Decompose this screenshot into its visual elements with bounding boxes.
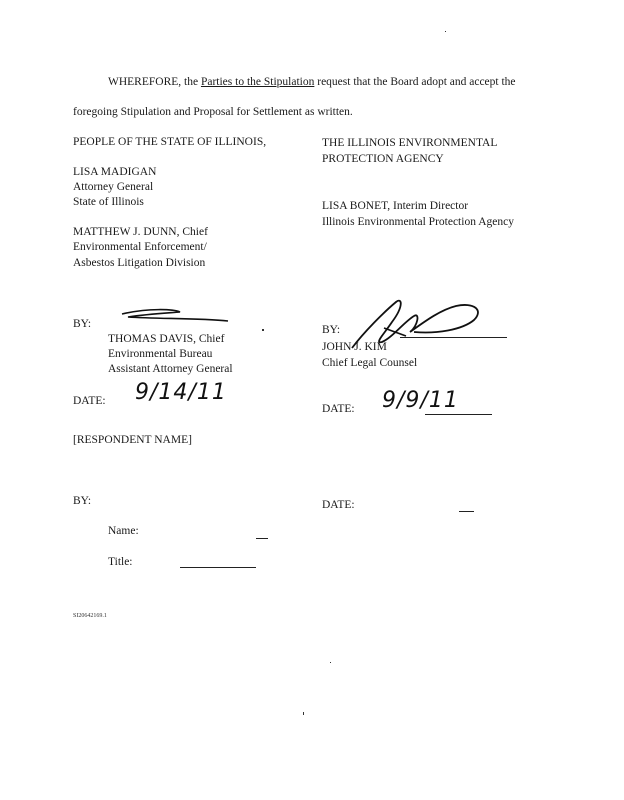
right-date-line bbox=[425, 414, 492, 415]
respondent-heading: [RESPONDENT NAME] bbox=[73, 434, 192, 446]
respondent-name-label: Name: bbox=[108, 525, 139, 537]
right-signature-line bbox=[400, 337, 507, 338]
left-signature bbox=[118, 306, 238, 328]
right-party-1: THE ILLINOIS ENVIRONMENTAL bbox=[322, 137, 498, 149]
right-signer-1: JOHN J. KIM bbox=[322, 341, 387, 353]
wherefore-line-1 bbox=[108, 74, 516, 90]
left-date-label: DATE: bbox=[73, 395, 106, 407]
respondent-title-line bbox=[180, 567, 256, 568]
respondent-date-line bbox=[459, 511, 474, 512]
right-party-2: PROTECTION AGENCY bbox=[322, 153, 444, 165]
wherefore-prefix: WHEREFORE, the bbox=[108, 76, 201, 88]
scan-speck bbox=[303, 712, 304, 715]
left-chief-3: Asbestos Litigation Division bbox=[73, 257, 206, 269]
right-date-handwritten: 9/9/11 bbox=[382, 388, 459, 413]
wherefore-link: Parties to the Stipulation bbox=[200, 76, 315, 88]
right-director-1: LISA BONET, Interim Director bbox=[322, 200, 469, 212]
left-chief-2: Environmental Enforcement/ bbox=[73, 241, 207, 253]
footer-doc-id: SI20642169.1 bbox=[73, 613, 107, 619]
left-signer-3: Assistant Attorney General bbox=[108, 363, 233, 375]
left-signer-2: Environmental Bureau bbox=[108, 348, 213, 360]
right-director-2: Illinois Environmental Protection Agency bbox=[322, 216, 514, 228]
right-date-label: DATE: bbox=[322, 403, 355, 415]
right-by-label: BY: bbox=[322, 324, 341, 336]
respondent-name-line bbox=[256, 538, 268, 539]
left-by-label: BY: bbox=[73, 318, 92, 330]
respondent-date-label: DATE: bbox=[322, 499, 355, 511]
left-ag-name: LISA MADIGAN bbox=[73, 166, 157, 178]
wherefore-line-2: foregoing Stipulation and Proposal for Settlement as written. bbox=[73, 106, 353, 118]
scan-speck bbox=[445, 31, 446, 32]
right-signer-2: Chief Legal Counsel bbox=[322, 357, 418, 369]
scan-speck bbox=[330, 662, 331, 663]
left-ag-title: Attorney General bbox=[73, 181, 154, 193]
left-chief-1: MATTHEW J. DUNN, Chief bbox=[73, 226, 208, 238]
left-signer-1: THOMAS DAVIS, Chief bbox=[108, 333, 225, 345]
left-date-handwritten: 9/14/11 bbox=[135, 380, 227, 405]
respondent-by-label: BY: bbox=[73, 495, 92, 507]
mark-speck bbox=[262, 329, 264, 331]
respondent-title-label: Title: bbox=[108, 556, 133, 568]
wherefore-suffix: request that the Board adopt and accept the bbox=[314, 76, 516, 88]
left-ag-state: State of Illinois bbox=[73, 196, 144, 208]
left-party: PEOPLE OF THE STATE OF ILLINOIS, bbox=[73, 136, 267, 148]
